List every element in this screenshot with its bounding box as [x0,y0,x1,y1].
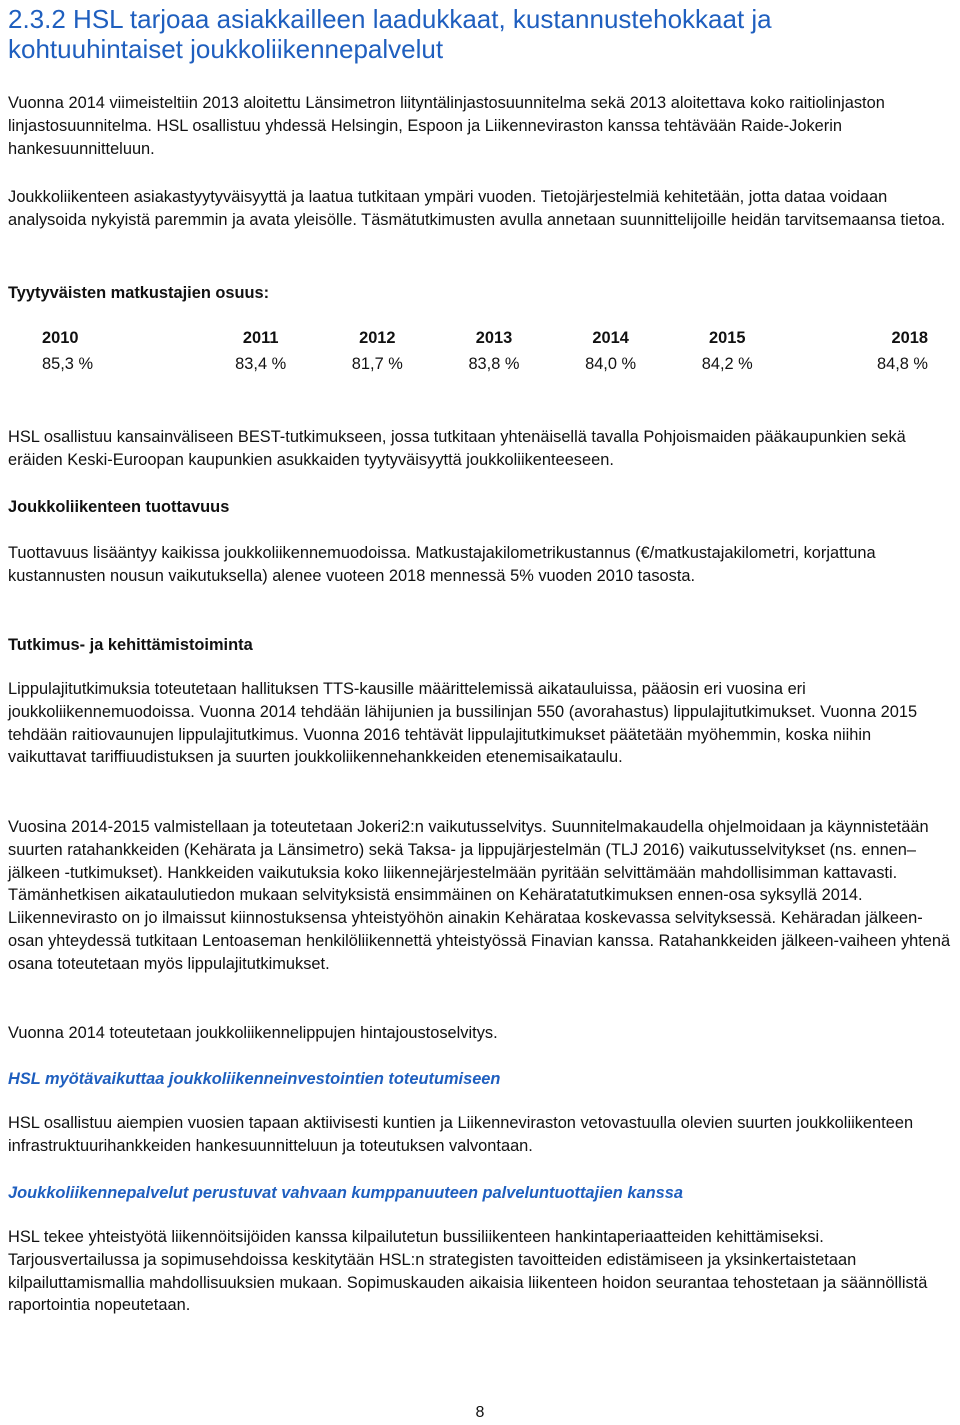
value-cell: 81,7 % [351,354,403,373]
year-cell: 2014 [592,328,629,347]
year-cell: 2013 [475,328,513,347]
value-cell: 83,8 % [468,354,520,373]
value-cell: 83,4 % [235,354,287,373]
value-cell: 84,2 % [701,354,753,373]
year-cell: 2015 [709,328,746,347]
year-cell: 2018 [891,328,928,347]
section-title-line2: kohtuuhintaiset joukkoliikennepalvelut [8,34,444,64]
paragraph-vaikutusselvitykset: Vuosina 2014-2015 valmistellaan ja toteutetaan Jokeri2:n vaikutusselvitys. Suunnitelmakaudella ohjelmoidaan ja käynnistetään suurten ratahankkeiden (Kehärata ja Länsimetro) sekä Taksa- ja lippujärjestelmän (TLJ 2016) vaikutusselvitykset (ns. ennen–jälkeen -tutkimukset). Hankkeiden vaikutuksia koko liikennejärjestelmään pyritään selvittämään mahdollisimman kattavasti. Tämänhetkisen aikataulutiedon mukaan selvityksistä ensimmäinen on Kehäratatutkimuksen ennen-osa syksyllä 2014. Liikennevirasto on jo ilmaissut kiinnostuksensa yhteistyöhön ainakin Kehärataa koskevassa selvityksessä. Kehäradan jälkeen-osan yhteydessä tutkitaan Lentoaseman henkilöliikennettä yhteistyössä Finavian kanssa. Ratahankkeiden jälkeen-vaiheen yhtenä osana toteutetaan myös lippulajitutkimukset. [8,818,951,973]
paragraph-best-tutkimus: HSL osallistuu kansainväliseen BEST-tutkimukseen, jossa tutkitaan yhtenäisellä tavalla Pohjoismaiden pääkaupunkien sekä eräiden Keski-Euroopan kaupunkien asukkaiden tyytyväisyyttä joukkoliikenteeseen. [8,428,906,469]
satisfaction-values-row [8,351,948,377]
paragraph-lippulajitutkimukset: Lippulajitutkimuksia toteutetaan hallituksen TTS-kausille määrittelemissä aikatauluissa, pääosin eri vuosina eri joukkoliikennemuodoissa. Vuonna 2014 tehdään lähijunien ja bussilinjan 550 (avorahastus) lippulajitutkimukset. Vuonna 2015 tehdään raitiovaunujen lippulajitutkimus. Vuonna 2016 tehtävät lippulajitutkimukset päätetään myöhemmin, koska niihin vaikuttavat tariffiuudistuksen ja suurten joukkoliikennehankkeiden etenemisaikataulu. [8,680,918,767]
heading-investoinnit: HSL myötävaikuttaa joukkoliikenneinvestointien toteutumiseen [8,1070,501,1088]
value-cell: 84,0 % [585,354,637,373]
satisfaction-table [8,325,948,377]
value-cell: 84,8 % [876,354,928,373]
paragraph-asiakastyytyvaisyys: Joukkoliikenteen asiakastyytyväisyyttä ja laatua tutkitaan ympäri vuoden. Tietojärjestelmiä kehitetään, jotta dataa voidaan analysoida nykyistä paremmin ja avata yleisölle. Täsmätutkimusten avulla annetaan suunnittelijoille heidän tarvitsemaansa tietoa. [8,188,946,229]
paragraph-linjastosuunnitelma: Vuonna 2014 viimeisteltiin 2013 aloitettu Länsimetron liityntälinjastosuunnitelma sekä 2013 aloitettava koko raitiolinjaston linjastosuunnitelma. HSL osallistuu yhdessä Helsingin, Espoon ja Liikenneviraston kanssa tehtävään Raide-Jokerin hankesuunnitteluun. [8,94,885,158]
satisfaction-years-row [8,325,948,351]
heading-tuottavuus: Joukkoliikenteen tuottavuus [8,498,230,516]
heading-tutkimus: Tutkimus- ja kehittämistoiminta [8,636,253,654]
paragraph-yhteistyo: HSL tekee yhteistyötä liikennöitsijöiden kanssa kilpailutetun bussiliikenteen hankintaperiaatteiden kehittämiseksi. Tarjousvertailussa ja sopimusehdoissa keskitytään HSL:n strategisten tavoitteiden edistämiseen ja yksinkertaistetaan kilpailuttamismallia mahdollisuuksien mukaan. Sopimuskauden aikaisia liikenteen hoidon seurantaa tehostetaan ja säännöllistä raportointia nopeutetaan. [8,1228,928,1315]
year-cell: 2010 [42,328,79,347]
section-title-line1: 2.3.2 HSL tarjoaa asiakkailleen laadukkaat, kustannustehokkaat ja [8,4,772,34]
page-number: 8 [475,1404,485,1421]
year-cell: 2011 [242,328,279,347]
heading-kumppanuus: Joukkoliikennepalvelut perustuvat vahvaan kumppanuuteen palveluntuottajien kanssa [8,1184,683,1202]
paragraph-infrastruktuuri: HSL osallistuu aiempien vuosien tapaan aktiivisesti kuntien ja Liikenneviraston vetovastuulla olevien suurten joukkoliikenteen infrastruktuurihankkeiden hankesuunnitteluun ja toteutuksen valvontaan. [8,1114,914,1155]
paragraph-tuottavuus: Tuottavuus lisääntyy kaikissa joukkoliikennemuodoissa. Matkustajakilometrikustannus (€/matkustajakilometri, korjattuna kustannusten nousun vaikutuksella) alenee vuoteen 2018 mennessä 5% vuoden 2010 tasosta. [8,544,876,585]
year-cell: 2012 [359,328,396,347]
paragraph-hintajousto: Vuonna 2014 toteutetaan joukkoliikennelippujen hintajoustoselvitys. [8,1024,498,1042]
section-title [8,4,772,64]
satisfaction-heading: Tyytyväisten matkustajien osuus: [8,284,270,302]
value-cell: 85,3 % [42,354,94,373]
